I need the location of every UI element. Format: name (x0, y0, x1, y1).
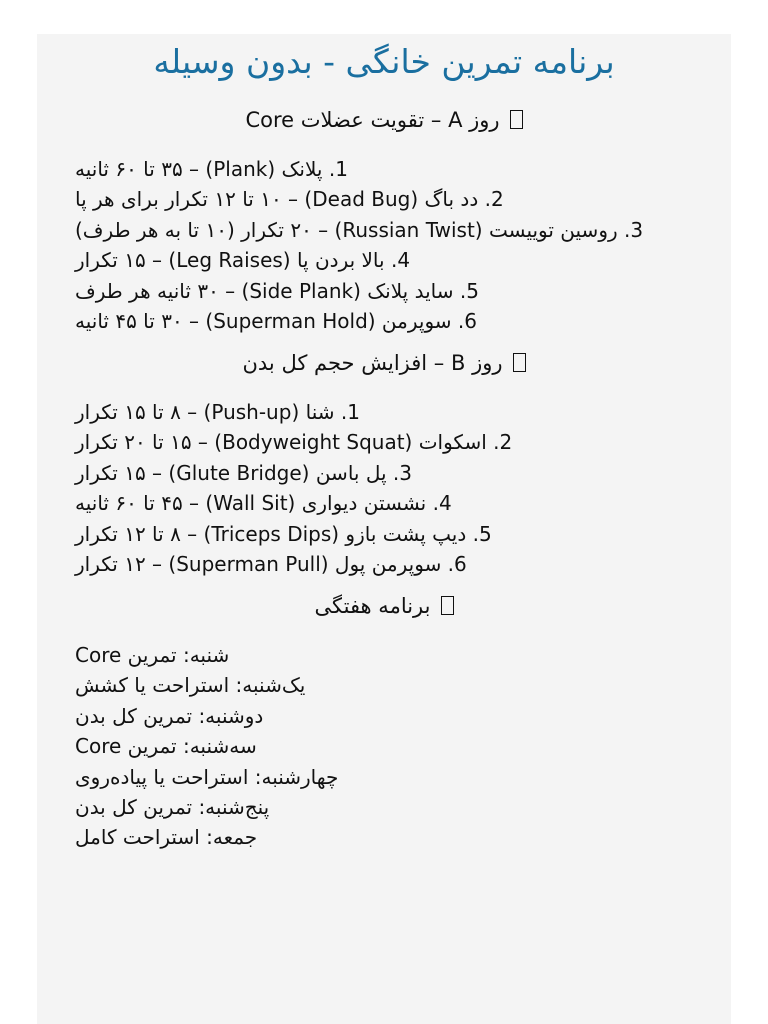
list-item: 4. نشستن دیواری (Wall Sit) – ۴۵ تا ۶۰ ثانیه (75, 491, 452, 516)
list-item: 2. دد باگ (Dead Bug) – ۱۰ تا ۱۲ تکرار برای هر پا (75, 187, 504, 212)
document-page (37, 34, 731, 1024)
list-item: پنج‌شنبه: تمرین کل بدن (75, 794, 270, 819)
list-item: 3. پل باسن (Glute Bridge) – ۱۵ تکرار (75, 460, 412, 485)
weekly-heading (37, 592, 731, 620)
page-title: برنامه تمرین خانگی - بدون وسیله (153, 42, 615, 81)
section-a-heading-text: روز A – تقویت عضلات Core (245, 108, 500, 132)
list-item: 1. پلانک (Plank) – ۳۵ تا ۶۰ ثانیه (75, 157, 348, 181)
list-item: سه‌شنبه: تمرین Core (75, 734, 257, 759)
list-item: 6. سوپرمن (Superman Hold) – ۳۰ تا ۴۵ ثانیه (75, 308, 478, 333)
list-item: دوشنبه: تمرین کل بدن (75, 703, 264, 728)
list-item: 6. سوپرمن پول (Superman Pull) – ۱۲ تکرار (75, 551, 467, 576)
section-a-heading (37, 106, 731, 134)
list-item: 4. بالا بردن پا (Leg Raises) – ۱۵ تکرار (75, 248, 411, 273)
list-item: 2. اسکوات (Bodyweight Squat) – ۱۵ تا ۲۰ تکرار (75, 430, 513, 455)
list-item: جمعه: استراحت کامل (75, 825, 258, 850)
list-item: یک‌شنبه: استراحت یا کشش (75, 673, 306, 698)
section-b-heading-text: روز B – افزایش حجم کل بدن (242, 351, 503, 375)
list-item: 3. روسین توییست (Russian Twist) – ۲۰ تکرار (۱۰ تا به هر طرف) (75, 217, 644, 242)
box-icon (441, 596, 454, 615)
box-icon (510, 110, 523, 129)
section-b-heading (37, 349, 731, 377)
box-icon (513, 353, 526, 372)
weekly-list (75, 640, 768, 853)
list-item: شنبه: تمرین Core (75, 643, 230, 667)
list-item: چهارشنبه: استراحت یا پیاده‌روی (75, 764, 339, 789)
list-item: 5. دیپ پشت بازو (Triceps Dips) – ۸ تا ۱۲ تکرار (75, 521, 492, 546)
section-a-list (75, 154, 768, 336)
section-b-list (75, 397, 768, 579)
list-item: 5. ساید پلانک (Side Plank) – ۳۰ ثانیه هر طرف (75, 278, 479, 303)
list-item: 1. شنا (Push-up) – ۸ تا ۱۵ تکرار (75, 400, 360, 424)
weekly-heading-text: برنامه هفتگی (314, 594, 431, 618)
